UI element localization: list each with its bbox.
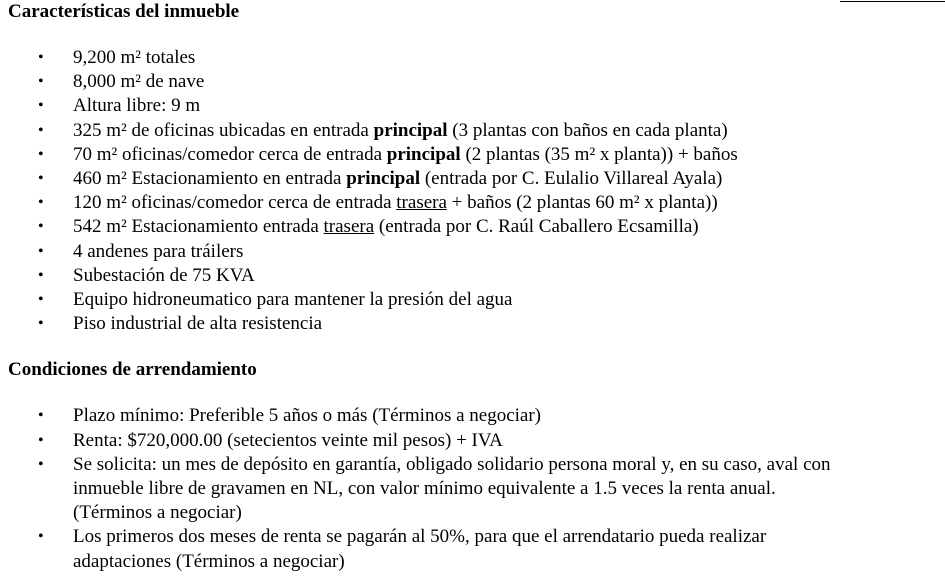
list-item-text: 460 m² Estacionamiento en entrada bbox=[73, 168, 347, 190]
list-item-text: (3 plantas con baños en cada planta) bbox=[447, 119, 728, 141]
list-item-text: Subestación de 75 KVA bbox=[73, 264, 255, 286]
bullet: • bbox=[38, 266, 44, 284]
list-item-text: Equipo hidroneumatico para mantener la presión del agua bbox=[73, 289, 513, 311]
bullet: • bbox=[38, 194, 44, 212]
list-item-text: 542 m² Estacionamiento entrada bbox=[73, 216, 324, 238]
list-item-text: 4 andenes para tráilers bbox=[73, 240, 244, 262]
list-item-text: Se solicita: un mes de depósito en garantía, obligado solidario persona moral y, en su caso, aval con inmueble libre de gravamen en NL, con valor mínimo equivalente a 1.5 veces la renta anual. (Términos a negociar) bbox=[73, 453, 831, 524]
bullet: • bbox=[38, 291, 44, 309]
underlined-trasera: trasera bbox=[396, 192, 447, 214]
list-item-text: 8,000 m² de nave bbox=[73, 71, 205, 93]
list-item-text: Piso industrial de alta resistencia bbox=[73, 313, 323, 335]
emphasis-principal: principal bbox=[373, 119, 448, 141]
list-item bbox=[8, 167, 843, 191]
list-item-text: 325 m² de oficinas ubicadas en entrada bbox=[73, 119, 374, 141]
list-item-text: (entrada por C. Eulalio Villareal Ayala) bbox=[420, 168, 723, 190]
bullet: • bbox=[38, 121, 44, 139]
list-item-text: 70 m² oficinas/comedor cerca de entrada bbox=[73, 143, 387, 165]
section-heading-features: Características del inmueble bbox=[8, 1, 240, 22]
list-item-text: Altura libre: 9 m bbox=[73, 95, 201, 117]
bullet: • bbox=[38, 218, 44, 236]
document-body bbox=[8, 0, 938, 574]
emphasis-principal: principal bbox=[346, 168, 421, 190]
list-item bbox=[8, 191, 843, 215]
list-item bbox=[8, 312, 843, 336]
bullet: • bbox=[38, 455, 44, 473]
underlined-trasera: trasera bbox=[323, 216, 375, 238]
list-item bbox=[8, 429, 843, 453]
bullet: • bbox=[38, 49, 44, 66]
bullet: • bbox=[38, 315, 44, 333]
list-item-text: Plazo mínimo: Preferible 5 años o más (Términos a negociar) bbox=[73, 405, 542, 427]
list-item bbox=[8, 453, 843, 526]
list-item-text: 120 m² oficinas/comedor cerca de entrada bbox=[73, 192, 397, 214]
list-item-text: Renta: $720,000.00 (setecientos veinte mil pesos) + IVA bbox=[73, 429, 503, 451]
bullet: • bbox=[38, 528, 44, 546]
bullet: • bbox=[38, 73, 44, 91]
list-item bbox=[8, 46, 843, 70]
section-heading-lease: Condiciones de arrendamiento bbox=[8, 359, 257, 381]
lease-conditions-list bbox=[8, 404, 938, 573]
list-item-text: Los primeros dos meses de renta se pagarán al 50%, para que el arrendatario pueda realizar adaptaciones (Términos a negociar) bbox=[73, 526, 767, 572]
bullet: • bbox=[38, 407, 44, 425]
list-item bbox=[8, 70, 843, 94]
list-item bbox=[8, 404, 843, 428]
bullet: • bbox=[38, 431, 44, 449]
list-item-text: + baños (2 plantas 60 m² x planta)) bbox=[446, 192, 718, 214]
list-item bbox=[8, 264, 843, 288]
list-item-text: (2 plantas (35 m² x planta)) + baños bbox=[460, 143, 738, 165]
list-item bbox=[8, 525, 843, 573]
emphasis-principal: principal bbox=[386, 143, 461, 165]
list-item bbox=[8, 94, 843, 118]
list-item bbox=[8, 143, 843, 167]
list-item bbox=[8, 119, 843, 143]
bullet: • bbox=[38, 145, 44, 163]
bullet: • bbox=[38, 170, 44, 188]
list-item bbox=[8, 240, 843, 264]
list-item bbox=[8, 215, 843, 239]
features-list bbox=[8, 46, 938, 336]
list-item-text: (entrada por C. Raúl Caballero Ecsamilla) bbox=[374, 216, 699, 238]
bullet: • bbox=[38, 242, 44, 260]
bullet: • bbox=[38, 97, 44, 115]
list-item-text: 9,200 m² totales bbox=[73, 47, 196, 68]
list-item bbox=[8, 288, 843, 312]
